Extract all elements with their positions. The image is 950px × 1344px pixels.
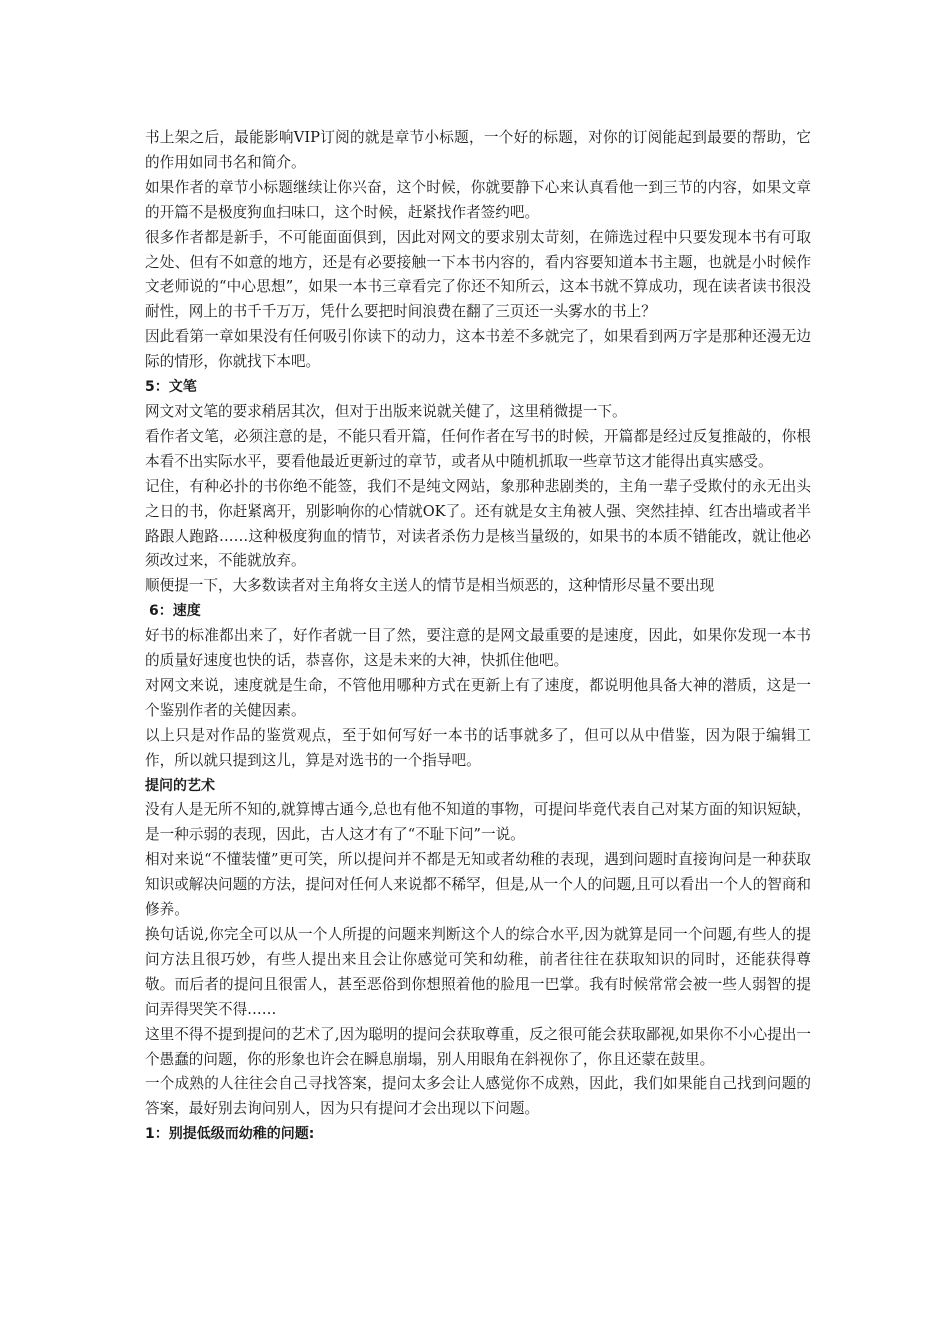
paragraph: 以上只是对作品的鉴赏观点，至于如何写好一本书的话事就多了，但可以从中借鉴，因为限于编辑工作，所以就只提到这儿，算是对选书的一个指导吧。 [145,726,811,769]
section-heading-writing: 5：文笔 [145,379,197,396]
paragraph: 书上架之后，最能影响VIP订阅的就是章节小标题，一个好的标题，对你的订阅能起到最要的帮助，它的作用如同书名和简介。 [145,129,811,171]
paragraph: 对网文来说，速度就是生命，不管他用哪种方式在更新上有了速度，都说明他具备大神的潜质，这是一个鉴别作者的关健因素。 [145,676,811,719]
paragraph: 如果作者的章节小标题继续让你兴奋，这个时候，你就要静下心来认真看他一到三节的内容，如果文章的开篇不是极度狗血扫味口，这个时候，赶紧找作者签约吧。 [145,178,811,221]
document-body [145,126,811,1147]
paragraph: 换句话说,你完全可以从一个人所提的问题来判断这个人的综合水平,因为就算是同一个问题,有些人的提问方法且很巧妙，有些人提出来且会让你感觉可笑和幼稚，前者往往在获取知识的同时，还能获得尊敬。而后者的提问且很雷人，甚至恶俗到你想照着他的脸甩一巴掌。我有时候常常会被一些人弱智的提问弄得哭笑不得…… [145,926,811,1018]
paragraph: 这里不得不提到提问的艺术了,因为聪明的提问会获取尊重，反之很可能会获取鄙视,如果你不小心提出一个愚蠢的问题，你的形象也许会在瞬息崩塌，别人用眼角在斜视你了，你且还蒙在鼓里。 [145,1025,812,1068]
paragraph: 看作者文笔，必须注意的是，不能只看开篇，任何作者在写书的时候，开篇都是经过反复推敲的，你根本看不出实际水平，要看他最近更新过的章节，或者从中随机抓取一些章节这才能得出真实感受。 [145,427,811,470]
paragraph: 很多作者都是新手，不可能面面俱到，因此对网文的要求别太苛刻，在筛选过程中只要发现本书有可取之处、但有不如意的地方，还是有必要接触一下本书内容的，看内容要知道本书主题，也就是小时候作文老师说的“中心思想”，如果一本书三章看完了你还不知所云，这本书就不算成功，现在读者读书很没耐性，网上的书千千万万，凭什么要把时间浪费在翻了三页还一头雾水的书上？ [145,228,811,321]
paragraph: 没有人是无所不知的,就算博古通今,总也有他不知道的事物，可提问毕竟代表自己对某方面的知识短缺，是一种示弱的表现，因此，古人这才有了“不耻下问”一说。 [145,801,812,844]
section-heading-speed: 6：速度 [149,603,201,620]
paragraph: 顺便提一下，大多数读者对主角将女主送人的情节是相当烦恶的，这种情形尽量不要出现 [145,577,715,595]
paragraph: 一个成熟的人往往会自己寻找答案，提问太多会让人感觉你不成熟，因此，我们如果能自己找到问题的答案，最好别去询问别人，因为只有提问才会出现以下问题。 [145,1075,811,1118]
paragraph: 因此看第一章如果没有任何吸引你读下的动力，这本书差不多就完了，如果看到两万字是那种还漫无边际的情形，你就找下本吧。 [145,328,811,371]
paragraph: 记住，有种必扑的书你绝不能签，我们不是纯文网站，象那种悲剧类的，主角一辈子受欺付的永无出头之日的书，你赶紧离开，别影响你的心情就OK了。还有就是女主角被人强、突然挂掉、红杏出墙或者半路跟人跑路……这种极度狗血的情节，对读者杀伤力是核当量级的，如果书的本质不错能改，就让他必须改过来，不能就放弃。 [145,477,811,570]
paragraph: 相对来说“不懂装懂”更可笑，所以提问并不都是无知或者幼稚的表现，遇到问题时直接询问是一种获取知识或解决问题的方法，提问对任何人来说都不稀罕，但是,从一个人的问题,且可以看出一个人的智商和修养。 [145,851,812,919]
paragraph: 好书的标准都出来了，好作者就一目了然，要注意的是网文最重要的是速度，因此，如果你发现一本书的质量好速度也快的话，恭喜你，这是未来的大神，快抓住他吧。 [145,627,811,670]
section-heading-art-of-asking: 提问的艺术 [145,777,215,794]
section-heading-low-level-questions: 1：别提低级而幼稚的问题: [145,1126,315,1143]
paragraph: 网文对文笔的要求稍居其次，但对于出版来说就关健了，这里稍微提一下。 [145,402,627,420]
